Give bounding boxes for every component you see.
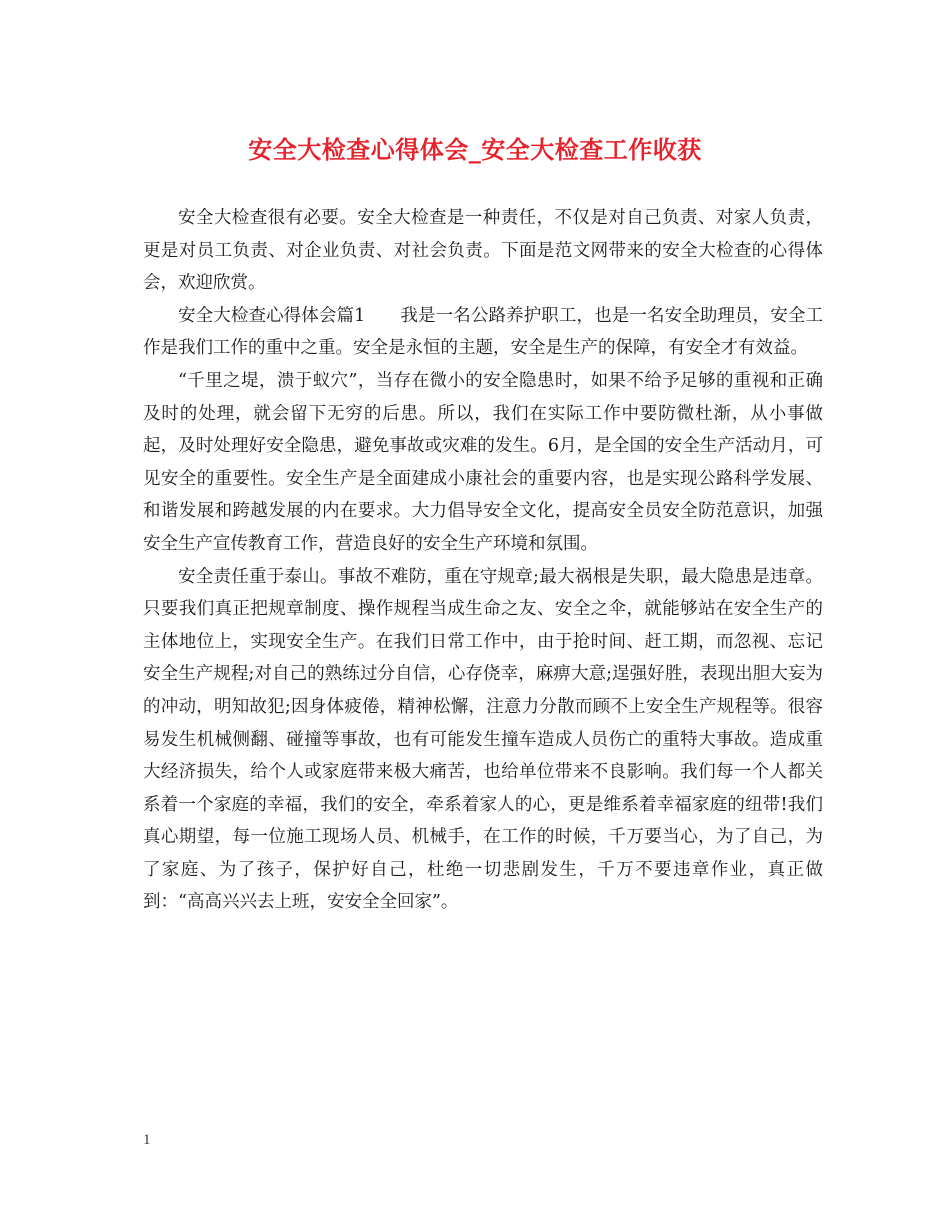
paragraph-text: “千里之堤，溃于蚁穴”，当存在微小的安全隐患时，如果不给予足够的重视和正确及时的处理，就会留下无穷的后患。所以，我们在实际工作中要防微杜渐，从小事做起，及时处理好安全隐患，避免事故或灾难的发生。6月，是全国的安全生产活动月，可见安全的重要性。安全生产是全面建成小康社会的重要内容，也是实现公路科学发展、和谐发展和跨越发展的内在要求。大力倡导安全文化，提高安全员安全防范意识，加强安全生产宣传教育工作，营造良好的安全生产环境和氛围。 [143,370,823,554]
document-title: 安全大检查心得体会_安全大检查工作收获 [248,136,702,164]
paragraph-intro [143,202,823,300]
paragraph-text: 安全责任重于泰山。事故不难防，重在守规章;最大祸根是失职，最大隐患是违章。只要我们真正把规章制度、操作规程当成生命之友、安全之伞，就能够站在安全生产的主体地位上，实现安全生产。在我们日常工作中，由于抢时间、赶工期，而忽视、忘记安全生产规程;对自己的熟练过分自信，心存侥幸，麻痹大意;逞强好胜，表现出胆大妄为的冲动，明知故犯;因身体疲倦，精神松懈，注意力分散而顾不上安全生产规程等。很容易发生机械侧翻、碰撞等事故，也有可能发生撞车造成人员伤亡的重特大事故。造成重大经济损失，给个人或家庭带来极大痛苦，也给单位带来不良影响。我们每一个人都关系着一个家庭的幸福，我们的安全，牵系着家人的心，更是维系着幸福家庭的纽带!我们真心期望，每一位施工现场人员、机械手，在工作的时候，千万要当心，为了自己，为了家庭、为了孩子，保护好自己，杜绝一切悲剧发生，千万不要违章作业，真正做到：“高高兴兴去上班，安安全全回家”。 [143,566,823,913]
paragraph-proverb [143,365,823,561]
paragraph-text: 我是一名公路养护职工，也是一名安全助理员，安全工作是我们工作的重中之重。安全是永恒的主题，安全是生产的保障，有安全才有效益。 [143,305,824,359]
paragraph-section-1 [143,300,823,365]
paragraph-responsibility [143,561,823,920]
paragraph-text: 安全大检查很有必要。安全大检查是一种责任，不仅是对自己负责、对家人负责，更是对员工负责、对企业负责、对社会负责。下面是范文网带来的安全大检查的心得体会，欢迎欣赏。 [143,208,823,294]
document-body [143,202,823,919]
page-number: 1 [143,1132,151,1148]
section-heading: 安全大检查心得体会篇1 [178,305,366,326]
